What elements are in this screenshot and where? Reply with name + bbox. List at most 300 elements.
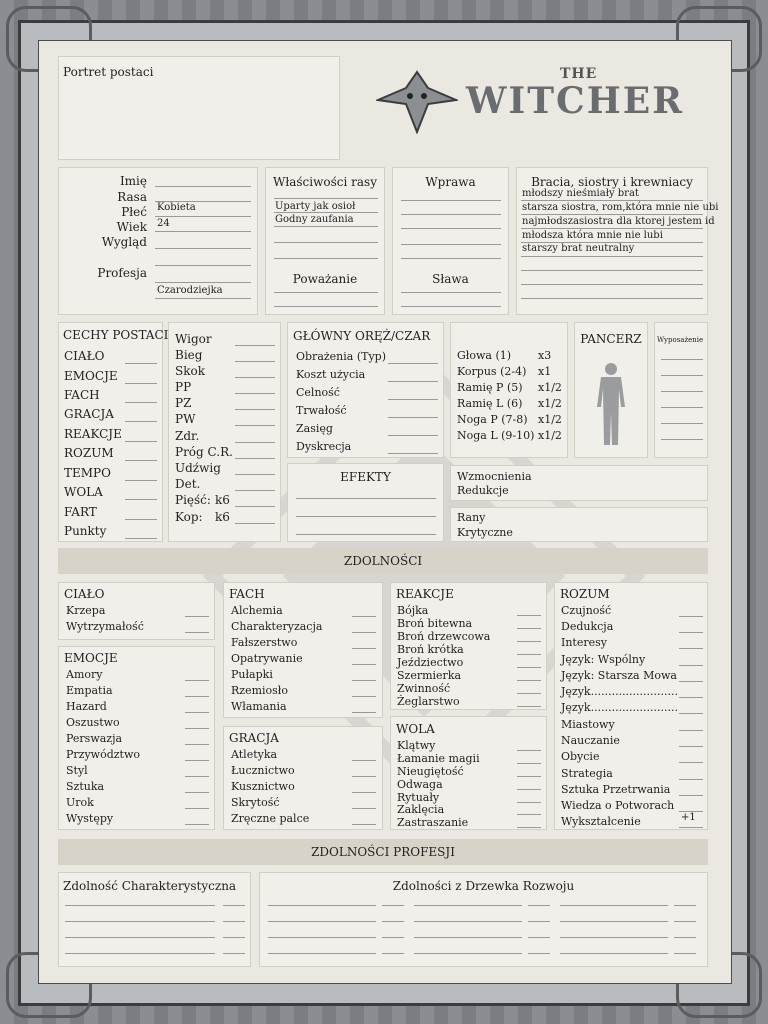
- wounds-label: Rany: [457, 511, 486, 524]
- skill-label: Broń drzewcowa: [397, 630, 491, 643]
- stat-label: Punkty: [64, 524, 107, 538]
- skill-label: Perswazja: [66, 732, 123, 745]
- weapon-box: [287, 322, 444, 458]
- punch-die: k6: [215, 493, 230, 507]
- write-in-line[interactable]: [185, 728, 209, 729]
- sibling-entry[interactable]: młodszy nieśmiały brat: [522, 188, 639, 199]
- derived-label: Skok: [175, 364, 205, 378]
- write-in-line[interactable]: [65, 905, 215, 906]
- hit-location-mult: x1/2: [538, 413, 562, 426]
- write-in-line[interactable]: [155, 216, 251, 217]
- sibling-entry[interactable]: młodsza która mnie nie lubi: [522, 230, 663, 241]
- label-appearance: Wygląd: [101, 235, 147, 249]
- write-in-line[interactable]: [388, 399, 438, 400]
- write-in-line[interactable]: [155, 265, 251, 266]
- skill-label: Zręczne palce: [231, 812, 310, 825]
- write-in-line[interactable]: [401, 214, 501, 215]
- write-in-line[interactable]: [352, 808, 376, 809]
- reputation-header: Poważanie: [292, 272, 358, 286]
- write-in-line[interactable]: [517, 802, 541, 803]
- write-in-line[interactable]: [679, 632, 703, 633]
- kick-label: Kop:: [175, 510, 203, 524]
- write-in-line[interactable]: [274, 292, 378, 293]
- skill-label: Styl: [66, 764, 88, 777]
- write-in-line[interactable]: [125, 499, 157, 500]
- skill-label: Hazard: [66, 700, 107, 713]
- skill-label: Łamanie magii: [397, 752, 480, 765]
- write-in-line[interactable]: [517, 654, 541, 655]
- write-in-line[interactable]: [352, 664, 376, 665]
- hit-location-label: Korpus (2-4): [457, 365, 527, 378]
- write-in-line[interactable]: [517, 750, 541, 751]
- stat-label: ROZUM: [64, 446, 114, 460]
- skill-label: Skrytość: [231, 796, 280, 809]
- write-in-line[interactable]: [679, 681, 703, 682]
- write-in-line[interactable]: [125, 421, 157, 422]
- will-skills-header: WOLA: [396, 722, 435, 736]
- write-in-line[interactable]: [388, 435, 438, 436]
- write-in-line[interactable]: [65, 921, 215, 922]
- write-in-line[interactable]: [155, 282, 251, 283]
- intelligence-skills-box: [554, 582, 708, 830]
- label-age: Wiek: [116, 220, 147, 234]
- write-in-line[interactable]: [679, 648, 703, 649]
- write-in-line[interactable]: [521, 298, 703, 299]
- portrait-box[interactable]: [58, 56, 340, 160]
- race-trait-value[interactable]: Uparty jak osioł: [275, 201, 356, 212]
- write-in-line[interactable]: [223, 905, 245, 906]
- age-value[interactable]: 24: [157, 218, 170, 229]
- write-in-line[interactable]: [65, 937, 215, 938]
- body-silhouette-icon: [591, 361, 631, 447]
- derived-label: PP: [175, 380, 192, 394]
- write-in-line[interactable]: [125, 402, 157, 403]
- write-in-line[interactable]: [155, 298, 251, 299]
- write-in-line[interactable]: [352, 616, 376, 617]
- write-in-line[interactable]: [517, 615, 541, 616]
- write-in-line[interactable]: [352, 696, 376, 697]
- write-in-line[interactable]: [414, 921, 522, 922]
- race-traits-header: Właściwości rasy: [273, 175, 377, 189]
- wounds-box: [450, 507, 708, 542]
- skill-label: Odwaga: [397, 778, 443, 791]
- craft-skills-box: [223, 582, 383, 718]
- profession-value[interactable]: Czarodziejka: [157, 285, 223, 296]
- defining-skill-box: [58, 872, 251, 967]
- write-in-line[interactable]: [414, 937, 522, 938]
- write-in-line[interactable]: [414, 953, 522, 954]
- identity-box: [58, 167, 258, 315]
- write-in-line[interactable]: [185, 632, 209, 633]
- skill-label: Występy: [66, 812, 114, 825]
- write-in-line[interactable]: [125, 441, 157, 442]
- write-in-line[interactable]: [296, 516, 436, 517]
- write-in-line[interactable]: [401, 292, 501, 293]
- skill-label: Łucznictwo: [231, 764, 295, 777]
- write-in-line[interactable]: [235, 345, 275, 346]
- write-in-line[interactable]: [679, 746, 703, 747]
- modifiers-box: [450, 465, 708, 501]
- write-in-line[interactable]: [661, 439, 703, 440]
- write-in-line[interactable]: [155, 186, 251, 187]
- skill-label: Nauczanie: [561, 734, 620, 747]
- label-gender: Płeć: [121, 205, 147, 219]
- write-in-line[interactable]: [517, 827, 541, 828]
- skill-label: Klątwy: [397, 739, 436, 752]
- write-in-line[interactable]: [414, 905, 522, 906]
- weapon-stat-label: Koszt użycia: [296, 368, 366, 381]
- write-in-line[interactable]: [528, 953, 550, 954]
- write-in-line[interactable]: [268, 921, 376, 922]
- write-in-line[interactable]: [661, 423, 703, 424]
- hit-location-label: Ramię L (6): [457, 397, 523, 410]
- write-in-line[interactable]: [679, 713, 703, 714]
- write-in-line[interactable]: [235, 425, 275, 426]
- hit-location-label: Głowa (1): [457, 349, 512, 362]
- stat-label: FART: [64, 505, 97, 519]
- armor-header: PANCERZ: [580, 332, 642, 346]
- skill-label: Szermierka: [397, 669, 462, 682]
- skill-label: Pułapki: [231, 668, 273, 681]
- write-in-line[interactable]: [235, 361, 275, 362]
- hit-location-mult: x1/2: [538, 397, 562, 410]
- write-in-line[interactable]: [401, 306, 501, 307]
- skill-label: Nieugiętość: [397, 765, 464, 778]
- write-in-line[interactable]: [382, 937, 404, 938]
- write-in-line[interactable]: [274, 306, 378, 307]
- write-in-line[interactable]: [65, 953, 215, 954]
- write-in-line[interactable]: [274, 212, 378, 213]
- write-in-line[interactable]: [661, 359, 703, 360]
- write-in-line[interactable]: [268, 953, 376, 954]
- write-in-line[interactable]: [401, 200, 501, 201]
- skill-tree-header: Zdolności z Drzewka Rozwoju: [392, 879, 575, 893]
- skill-label: Sztuka Przetrwania: [561, 783, 671, 796]
- write-in-line[interactable]: [235, 523, 275, 524]
- skill-label: Interesy: [561, 636, 607, 649]
- write-in-line[interactable]: [352, 712, 376, 713]
- write-in-line[interactable]: [679, 697, 703, 698]
- derived-label: Zdr.: [175, 429, 200, 443]
- derived-label: Próg C.R.: [175, 445, 233, 459]
- skill-label: Czujność: [561, 604, 612, 617]
- write-in-line[interactable]: [679, 795, 703, 796]
- write-in-line[interactable]: [125, 460, 157, 461]
- write-in-line[interactable]: [235, 506, 275, 507]
- write-in-line[interactable]: [674, 937, 696, 938]
- write-in-line[interactable]: [401, 258, 501, 259]
- write-in-line[interactable]: [235, 393, 275, 394]
- write-in-line[interactable]: [185, 824, 209, 825]
- write-in-line[interactable]: [352, 792, 376, 793]
- stat-label: FACH: [64, 388, 100, 402]
- equipment-header: Wyposażenie: [657, 336, 704, 344]
- write-in-line[interactable]: [185, 712, 209, 713]
- write-in-line[interactable]: [517, 763, 541, 764]
- skill-label: Alchemia: [231, 604, 283, 617]
- write-in-line[interactable]: [661, 407, 703, 408]
- write-in-line[interactable]: [528, 937, 550, 938]
- write-in-line[interactable]: [125, 383, 157, 384]
- write-in-line[interactable]: [235, 474, 275, 475]
- label-name: Imię: [119, 174, 147, 188]
- skill-label: Zwinność: [397, 682, 451, 695]
- write-in-line[interactable]: [185, 696, 209, 697]
- education-bonus: +1: [681, 812, 696, 823]
- derived-label: Wigor: [175, 332, 212, 346]
- write-in-line[interactable]: [185, 744, 209, 745]
- write-in-line[interactable]: [388, 453, 438, 454]
- reduce-label: Redukcje: [457, 484, 509, 497]
- write-in-line[interactable]: [528, 905, 550, 906]
- write-in-line[interactable]: [521, 256, 703, 257]
- skill-label: Kusznictwo: [231, 780, 295, 793]
- wolf-medallion-icon: [376, 70, 458, 134]
- write-in-line[interactable]: [185, 616, 209, 617]
- write-in-line[interactable]: [388, 381, 438, 382]
- write-in-line[interactable]: [661, 375, 703, 376]
- punch-label: Pięść:: [175, 493, 211, 507]
- write-in-line[interactable]: [185, 776, 209, 777]
- reflex-skills-box: [390, 582, 547, 710]
- write-in-line[interactable]: [352, 760, 376, 761]
- race-trait-value[interactable]: Godny zaufania: [275, 214, 354, 225]
- derived-label: Udźwig: [175, 461, 221, 475]
- write-in-line[interactable]: [517, 814, 541, 815]
- skill-label: Fałszerstwo: [231, 636, 298, 649]
- skill-label: Żeglarstwo: [397, 695, 460, 708]
- label-race: Rasa: [117, 190, 147, 204]
- skill-label: Broń krótka: [397, 643, 464, 656]
- stat-label: EMOCJE: [64, 369, 118, 383]
- write-in-line[interactable]: [235, 442, 275, 443]
- write-in-line[interactable]: [521, 284, 703, 285]
- write-in-line[interactable]: [185, 760, 209, 761]
- write-in-line[interactable]: [185, 792, 209, 793]
- write-in-line[interactable]: [185, 680, 209, 681]
- stat-label: REAKCJE: [64, 427, 122, 441]
- siblings-box: [516, 167, 719, 315]
- write-in-line[interactable]: [674, 921, 696, 922]
- write-in-line[interactable]: [274, 258, 378, 259]
- write-in-line[interactable]: [155, 201, 251, 202]
- derived-label: PZ: [175, 396, 192, 410]
- effects-header: EFEKTY: [340, 470, 391, 484]
- weapon-stat-label: Dyskrecja: [296, 440, 352, 453]
- abilities-band-label: ZDOLNOŚCI: [343, 554, 423, 568]
- write-in-line[interactable]: [125, 363, 157, 364]
- write-in-line[interactable]: [382, 953, 404, 954]
- write-in-line[interactable]: [679, 616, 703, 617]
- write-in-line[interactable]: [674, 953, 696, 954]
- kick-die: k6: [215, 510, 230, 524]
- hit-location-mult: x1: [538, 365, 552, 378]
- write-in-line[interactable]: [155, 248, 251, 249]
- write-in-line[interactable]: [235, 409, 275, 410]
- write-in-line[interactable]: [517, 667, 541, 668]
- hit-location-label: Ramię P (5): [457, 381, 523, 394]
- skill-label: Atletyka: [231, 748, 278, 761]
- write-in-line[interactable]: [560, 921, 668, 922]
- dexterity-skills-header: GRACJA: [229, 731, 279, 745]
- stat-label: TEMPO: [64, 466, 111, 480]
- write-in-line[interactable]: [517, 776, 541, 777]
- write-in-line[interactable]: [679, 779, 703, 780]
- write-in-line[interactable]: [679, 665, 703, 666]
- write-in-line[interactable]: [352, 632, 376, 633]
- equipment-box: [654, 322, 708, 458]
- write-in-line[interactable]: [679, 827, 703, 828]
- skill-label: Obycie: [561, 750, 600, 763]
- derived-label: PW: [175, 412, 196, 426]
- emotion-skills-box: [58, 646, 215, 830]
- hit-location-mult: x1/2: [538, 381, 562, 394]
- skill-label: Wiedza o Potworach: [561, 799, 675, 812]
- skill-tree-box: [259, 872, 708, 967]
- write-in-line[interactable]: [125, 480, 157, 481]
- write-in-line[interactable]: [274, 242, 378, 243]
- logo-the: THE: [560, 66, 598, 82]
- weapon-stat-label: Trwałość: [296, 404, 347, 417]
- fame-header: Sława: [432, 272, 469, 286]
- will-skills-box: [390, 716, 547, 830]
- skill-label: Empatia: [66, 684, 113, 697]
- craft-skills-header: FACH: [229, 587, 265, 601]
- hit-location-label: Noga P (7-8): [457, 413, 528, 426]
- write-in-line[interactable]: [679, 762, 703, 763]
- skill-header: Wprawa: [425, 175, 476, 189]
- write-in-line[interactable]: [517, 641, 541, 642]
- write-in-line[interactable]: [125, 519, 157, 520]
- effects-box: [287, 463, 444, 542]
- write-in-line[interactable]: [661, 391, 703, 392]
- write-in-line[interactable]: [235, 490, 275, 491]
- intelligence-skills-header: ROZUM: [560, 587, 610, 601]
- write-in-line[interactable]: [223, 937, 245, 938]
- write-in-line[interactable]: [560, 953, 668, 954]
- skill-label: Urok: [66, 796, 94, 809]
- skill-label: Charakteryzacja: [231, 620, 323, 633]
- dexterity-skills-box: [223, 726, 383, 830]
- derived-label: Det.: [175, 477, 201, 491]
- skill-label: Miastowy: [561, 718, 615, 731]
- write-in-line[interactable]: [223, 921, 245, 922]
- hit-location-label: Noga L (9-10): [457, 429, 535, 442]
- write-in-line[interactable]: [528, 921, 550, 922]
- sibling-entry[interactable]: najmłodszasiostra dla ktorej jestem id: [522, 216, 715, 227]
- label-profession: Profesja: [97, 266, 147, 280]
- write-in-line[interactable]: [296, 534, 436, 535]
- write-in-line[interactable]: [674, 905, 696, 906]
- skill-label: Zaklęcia: [397, 803, 445, 816]
- write-in-line[interactable]: [679, 811, 703, 812]
- abilities-band: [58, 548, 708, 574]
- boost-label: Wzmocnienia: [457, 470, 532, 483]
- write-in-line[interactable]: [401, 244, 501, 245]
- skill-label: Rytuały: [397, 791, 440, 804]
- write-in-line[interactable]: [388, 417, 438, 418]
- write-in-line[interactable]: [382, 905, 404, 906]
- write-in-line[interactable]: [401, 228, 501, 229]
- critical-label: Krytyczne: [457, 526, 513, 539]
- skill-label: Przywództwo: [66, 748, 141, 761]
- write-in-line[interactable]: [352, 680, 376, 681]
- portrait-label: Portret postaci: [63, 65, 154, 79]
- skill-label: Oszustwo: [66, 716, 120, 729]
- write-in-line[interactable]: [268, 937, 376, 938]
- skill-label: Opatrywanie: [231, 652, 303, 665]
- skill-label: Strategia: [561, 767, 613, 780]
- stat-label: CIAŁO: [64, 349, 105, 363]
- race-traits-box: [265, 167, 385, 315]
- write-in-line[interactable]: [274, 226, 378, 227]
- write-in-line[interactable]: [521, 270, 703, 271]
- weapon-header: GŁÓWNY ORĘŻ/CZAR: [293, 329, 431, 343]
- skill-label: Język.........................: [561, 701, 679, 714]
- skill-label: Bójka: [397, 604, 429, 617]
- write-in-line[interactable]: [517, 628, 541, 629]
- body-skills-box: [58, 582, 215, 640]
- skill-label: Język: Starsza Mowa: [561, 669, 677, 682]
- write-in-line[interactable]: [560, 905, 668, 906]
- hit-locations-box: [450, 322, 568, 458]
- write-in-line[interactable]: [185, 808, 209, 809]
- skill-label: Broń bitewna: [397, 617, 473, 630]
- write-in-line[interactable]: [268, 905, 376, 906]
- write-in-line[interactable]: [560, 937, 668, 938]
- write-in-line[interactable]: [521, 242, 703, 243]
- write-in-line[interactable]: [352, 776, 376, 777]
- emotion-skills-header: EMOCJE: [64, 651, 118, 665]
- write-in-line[interactable]: [274, 198, 378, 199]
- profession-band-label: ZDOLNOŚCI PROFESJI: [311, 845, 455, 859]
- write-in-line[interactable]: [679, 730, 703, 731]
- weapon-stat-label: Obrażenia (Typ): [296, 350, 387, 363]
- stat-label: GRACJA: [64, 407, 114, 421]
- skill-label: Krzepa: [66, 604, 106, 617]
- write-in-line[interactable]: [155, 231, 251, 232]
- skill-label: Wytrzymałość: [66, 620, 144, 633]
- write-in-line[interactable]: [296, 498, 436, 499]
- sibling-entry[interactable]: starszy brat neutralny: [522, 243, 635, 254]
- write-in-line[interactable]: [521, 200, 703, 201]
- write-in-line[interactable]: [517, 693, 541, 694]
- write-in-line[interactable]: [125, 538, 157, 539]
- stats-header: CECHY POSTACI: [63, 328, 169, 342]
- skill-label: Amory: [66, 668, 103, 681]
- write-in-line[interactable]: [235, 377, 275, 378]
- write-in-line[interactable]: [521, 228, 703, 229]
- write-in-line[interactable]: [352, 824, 376, 825]
- defining-skill-header: Zdolność Charakterystyczna: [63, 879, 237, 893]
- stats-box: [58, 322, 169, 542]
- skill-label: Zastraszanie: [397, 816, 469, 829]
- write-in-line[interactable]: [382, 921, 404, 922]
- write-in-line[interactable]: [388, 363, 438, 364]
- write-in-line[interactable]: [517, 680, 541, 681]
- skill-label: Sztuka: [66, 780, 105, 793]
- write-in-line[interactable]: [352, 648, 376, 649]
- write-in-line[interactable]: [235, 458, 275, 459]
- gender-value[interactable]: Kobieta: [157, 202, 196, 213]
- hit-location-mult: x1/2: [538, 429, 562, 442]
- write-in-line[interactable]: [521, 214, 703, 215]
- sibling-entry[interactable]: starsza siostra, rom,która mnie nie ubi: [522, 202, 719, 213]
- write-in-line[interactable]: [517, 706, 541, 707]
- write-in-line[interactable]: [223, 953, 245, 954]
- write-in-line[interactable]: [517, 789, 541, 790]
- armor-box: [574, 322, 648, 458]
